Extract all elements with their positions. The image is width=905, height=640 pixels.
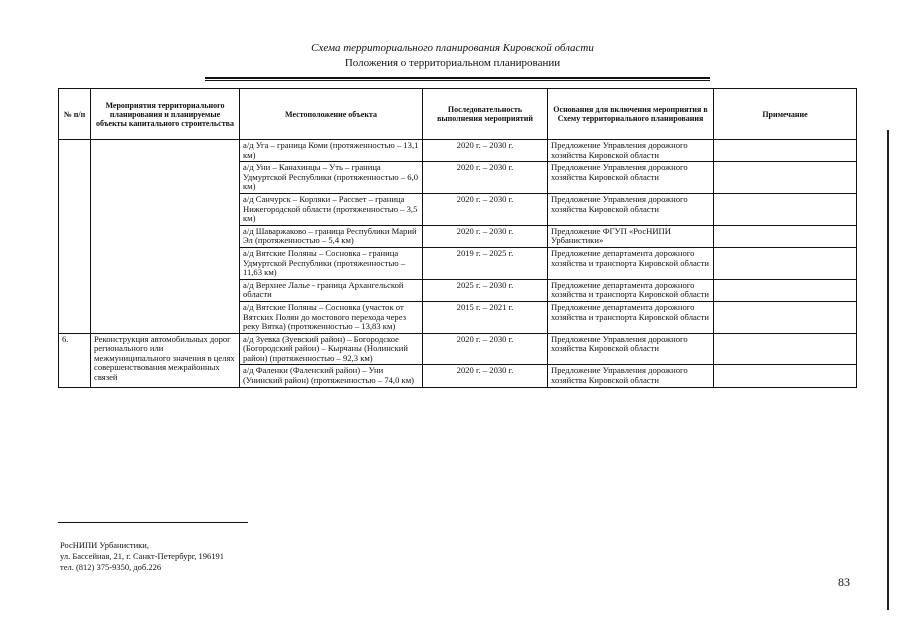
- row-basis: Предложение ФГУП «РосНИПИ Урбанистики»: [548, 225, 714, 247]
- footer-address: ул. Бассейная, 21, г. Санкт-Петербург, 196191: [60, 551, 224, 561]
- row-note: [714, 365, 857, 387]
- row-basis: Предложение Управления дорожного хозяйства Кировской области: [548, 193, 714, 225]
- row-period: 2020 г. – 2030 г.: [423, 365, 548, 387]
- row-basis: Предложение Управления дорожного хозяйства Кировской области: [548, 333, 714, 365]
- header-rule: [205, 77, 710, 79]
- row-location: а/д Верхнее Лалье - граница Архангельской области: [240, 279, 423, 301]
- row-note: [714, 140, 857, 162]
- header-basis: Основания для включения мероприятия в Схему территориального планирования: [548, 89, 714, 140]
- row-basis: Предложение Управления дорожного хозяйства Кировской области: [548, 162, 714, 194]
- row-period: 2015 г. – 2021 г.: [423, 301, 548, 333]
- row-basis: Предложение департамента дорожного хозяйства и транспорта Кировской области: [548, 279, 714, 301]
- row-period: 2020 г. – 2030 г.: [423, 162, 548, 194]
- row-location: а/д Уни – Канахинцы – Уть – граница Удмуртской Республики (протяженностью – 6,0 км): [240, 162, 423, 194]
- scan-edge-line: [887, 130, 889, 610]
- row-note: [714, 247, 857, 279]
- row-event: [91, 140, 240, 334]
- document-title: Схема территориального планирования Кировской области: [311, 42, 594, 54]
- row-basis: Предложение Управления дорожного хозяйства Кировской области: [548, 140, 714, 162]
- row-num: [59, 140, 91, 334]
- row-note: [714, 193, 857, 225]
- row-note: [714, 162, 857, 194]
- row-note: [714, 301, 857, 333]
- footer-phone: тел. (812) 375-9350, доб.226: [60, 562, 162, 572]
- row-location: а/д Уга – граница Коми (протяженностью – 13,1 км): [240, 140, 423, 162]
- document-subtitle: Положения о территориальном планировании: [344, 57, 561, 69]
- row-num: 6.: [59, 333, 91, 387]
- row-note: [714, 333, 857, 365]
- row-note: [714, 225, 857, 247]
- header-event: Мероприятия территориального планирования и планируемые объекты капитального строительства: [91, 89, 240, 140]
- header-rule-thin: [205, 80, 710, 81]
- header-num: № п/п: [59, 89, 91, 140]
- footer-rule: [58, 522, 248, 523]
- row-basis: Предложение департамента дорожного хозяйства и транспорта Кировской области: [548, 247, 714, 279]
- row-location: а/д Вятские Поляны – Сосновка – граница Удмуртской Республики (протяженностью – 11,63 км): [240, 247, 423, 279]
- row-location: а/д Фаленки (Фаленский район) – Уни (Унинский район) (протяженностью – 74,0 км): [240, 365, 423, 387]
- row-period: 2019 г. – 2025 г.: [423, 247, 548, 279]
- row-location: а/д Санчурск – Корляки – Рассвет – граница Нижегородской области (протяженностью – 3,5 км): [240, 193, 423, 225]
- table-row: [59, 333, 857, 365]
- table-row: [59, 140, 857, 162]
- footer-org: РосНИПИ Урбанистики,: [60, 540, 149, 550]
- row-period: 2025 г. – 2030 г.: [423, 279, 548, 301]
- row-location: а/д Шаваржаково – граница Республики Марий Эл (протяженностью – 5,4 км): [240, 225, 423, 247]
- row-basis: Предложение департамента дорожного хозяйства и транспорта Кировской области: [548, 301, 714, 333]
- header-location: Местоположение объекта: [240, 89, 423, 140]
- table-header-row: [59, 89, 857, 140]
- header-note: Примечание: [714, 89, 857, 140]
- row-location: а/д Зуевка (Зуевский район) – Богородское (Богородский район) – Кырчаны (Нолинский район) (протяженностью – 92,3 км): [240, 333, 423, 365]
- row-period: 2020 г. – 2030 г.: [423, 140, 548, 162]
- header-period: Последовательность выполнения мероприятий: [423, 89, 548, 140]
- page-number: 83: [838, 575, 850, 589]
- row-event: Реконструкция автомобильных дорог регионального или межмуниципального значения в целях совершенствования межрайонных связей: [91, 333, 240, 387]
- row-location: а/д Вятские Поляны – Сосновка (участок от Вятских Полян до мостового перехода через реку Вятка) (протяженностью – 13,83 км): [240, 301, 423, 333]
- row-period: 2020 г. – 2030 г.: [423, 225, 548, 247]
- row-note: [714, 279, 857, 301]
- plan-table: [58, 88, 857, 388]
- row-period: 2020 г. – 2030 г.: [423, 333, 548, 365]
- row-period: 2020 г. – 2030 г.: [423, 193, 548, 225]
- row-basis: Предложение Управления дорожного хозяйства Кировской области: [548, 365, 714, 387]
